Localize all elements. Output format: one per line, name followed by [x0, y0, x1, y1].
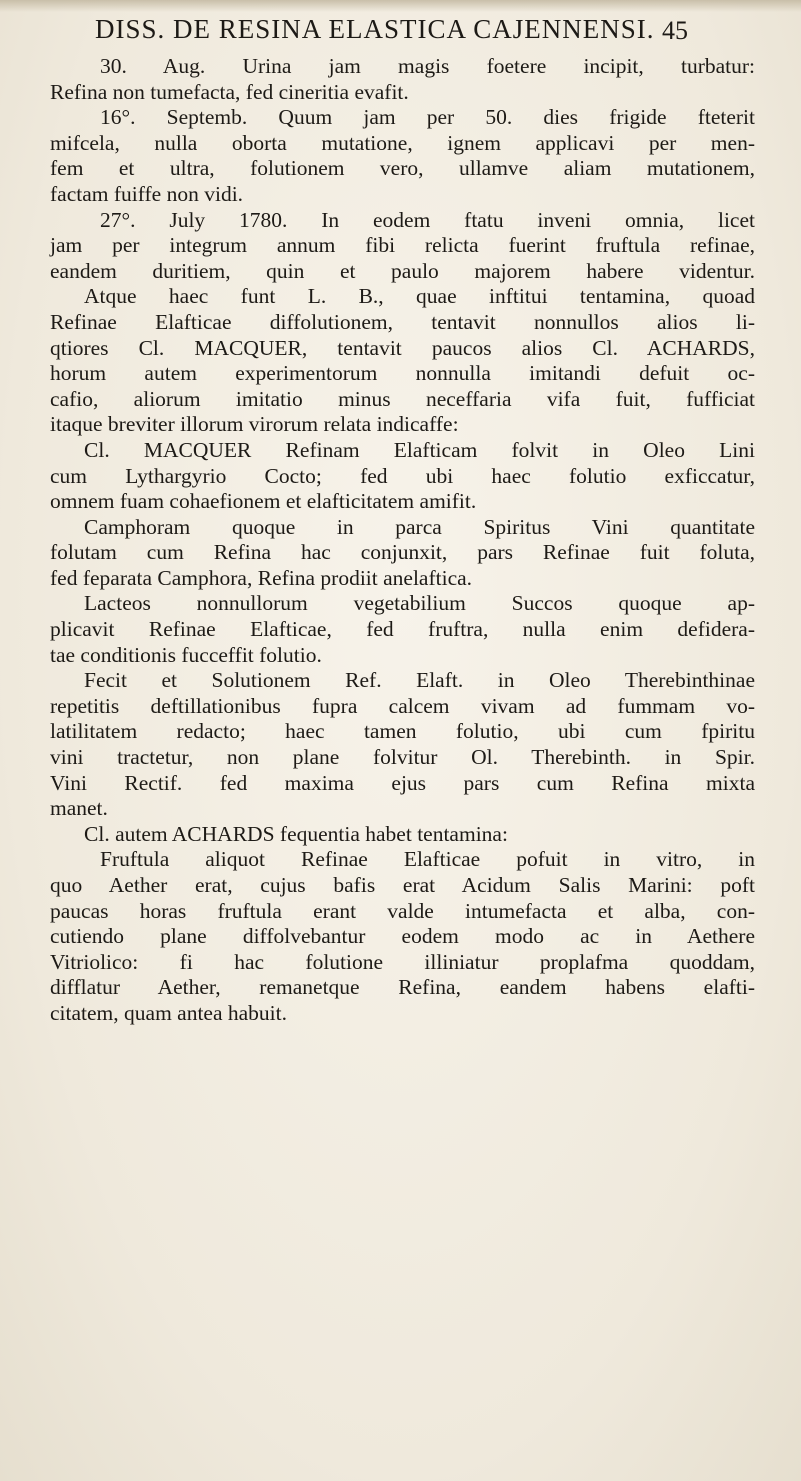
text-line: fem et ultra, folutionem vero, ullamve aliam mutationem,	[50, 156, 755, 181]
text-line: paucas horas fruftula erant valde intumefacta et alba, con-	[50, 898, 755, 923]
text-line: tae conditionis fucceffit folutio.	[50, 642, 322, 667]
text-line: Camphoram quoque in parca Spiritus Vini quantitate	[84, 514, 755, 539]
text-line: manet.	[50, 796, 108, 821]
text-line: cutiendo plane diffolvebantur eodem modo ac in Aethere	[50, 924, 755, 949]
text-line: repetitis deftillationibus fupra calcem vivam ad fummam vo-	[50, 693, 755, 718]
text-line: Refinae Elafticae diffolutionem, tentavit nonnullos alios li-	[50, 309, 755, 334]
text-line: Cl. autem ACHARDS fequentia habet tentamina:	[84, 821, 508, 846]
text-line: Vini Rectif. fed maxima ejus pars cum Refina mixta	[50, 770, 755, 795]
text-line: folutam cum Refina hac conjunxit, pars Refinae fuit foluta,	[50, 540, 755, 565]
text-line: plicavit Refinae Elafticae, fed fruftra, nulla enim defidera-	[50, 617, 755, 642]
text-line: citatem, quam antea habuit.	[50, 1000, 288, 1025]
text-line: horum autem experimentorum nonnulla imitandi defuit oc-	[50, 361, 755, 386]
text-line: cum Lythargyrio Cocto; fed ubi haec folutio exficcatur,	[50, 463, 755, 488]
text-line: Cl. MACQUER Refinam Elafticam folvit in Oleo Lini	[84, 437, 755, 462]
text-line: Vitriolico: fi hac folutione illiniatur proplafma quoddam,	[50, 949, 755, 974]
header-title: DISS. DE RESINA ELASTICA CAJENNENSI.	[95, 14, 655, 44]
text-line: factam fuiffe non vidi.	[50, 181, 244, 206]
text-line: eandem duritiem, quin et paulo majorem habere videntur.	[50, 258, 755, 283]
text-line: Atque haec funt L. B., quae inftitui tentamina, quoad	[84, 284, 755, 309]
page-edge-shadow	[0, 0, 801, 12]
text-line: omnem fuam cohaefionem et elafticitatem amifit.	[50, 489, 477, 514]
text-line: quo Aether erat, cujus bafis erat Acidum Salis Marini: poft	[50, 873, 755, 897]
text-line: difflatur Aether, remanetque Refina, eandem habens elafti-	[50, 975, 755, 1000]
text-line: Lacteos nonnullorum vegetabilium Succos quoque ap-	[84, 591, 755, 616]
text-line: Refina non tumefacta, fed cineritia evafit.	[50, 79, 409, 104]
text-line: qtiores Cl. MACQUER, tentavit paucos alios Cl. ACHARDS,	[50, 335, 755, 360]
page-number: 45	[662, 16, 688, 45]
text-line: itaque breviter illorum virorum relata indicaffe:	[50, 412, 459, 437]
text-line: 16°. Septemb. Quum jam per 50. dies frigide fteterit	[100, 105, 755, 130]
text-line: latilitatem redacto; haec tamen folutio, ubi cum fpiritu	[50, 719, 755, 744]
text-line: 30. Aug. Urina jam magis foetere incipit, turbatur:	[100, 54, 755, 78]
body-text	[50, 54, 755, 1027]
text-line: fed feparata Camphora, Refina prodiit anelaftica.	[50, 565, 473, 590]
text-line: 27°. July 1780. In eodem ftatu inveni omnia, licet	[100, 207, 755, 232]
text-line: vini tractetur, non plane folvitur Ol. Therebinth. in Spir.	[50, 745, 755, 770]
text-line: cafio, aliorum imitatio minus neceffaria vifa fuit, fufficiat	[50, 386, 755, 411]
text-line: Fruftula aliquot Refinae Elafticae pofuit in vitro, in	[100, 847, 755, 872]
text-line: mifcela, nulla oborta mutatione, ignem applicavi per men-	[50, 130, 755, 155]
text-line: jam per integrum annum fibi relicta fuerint fruftula refinae,	[50, 233, 755, 258]
running-header	[0, 14, 801, 54]
text-line: Fecit et Solutionem Ref. Elaft. in Oleo Therebinthinae	[84, 668, 755, 693]
